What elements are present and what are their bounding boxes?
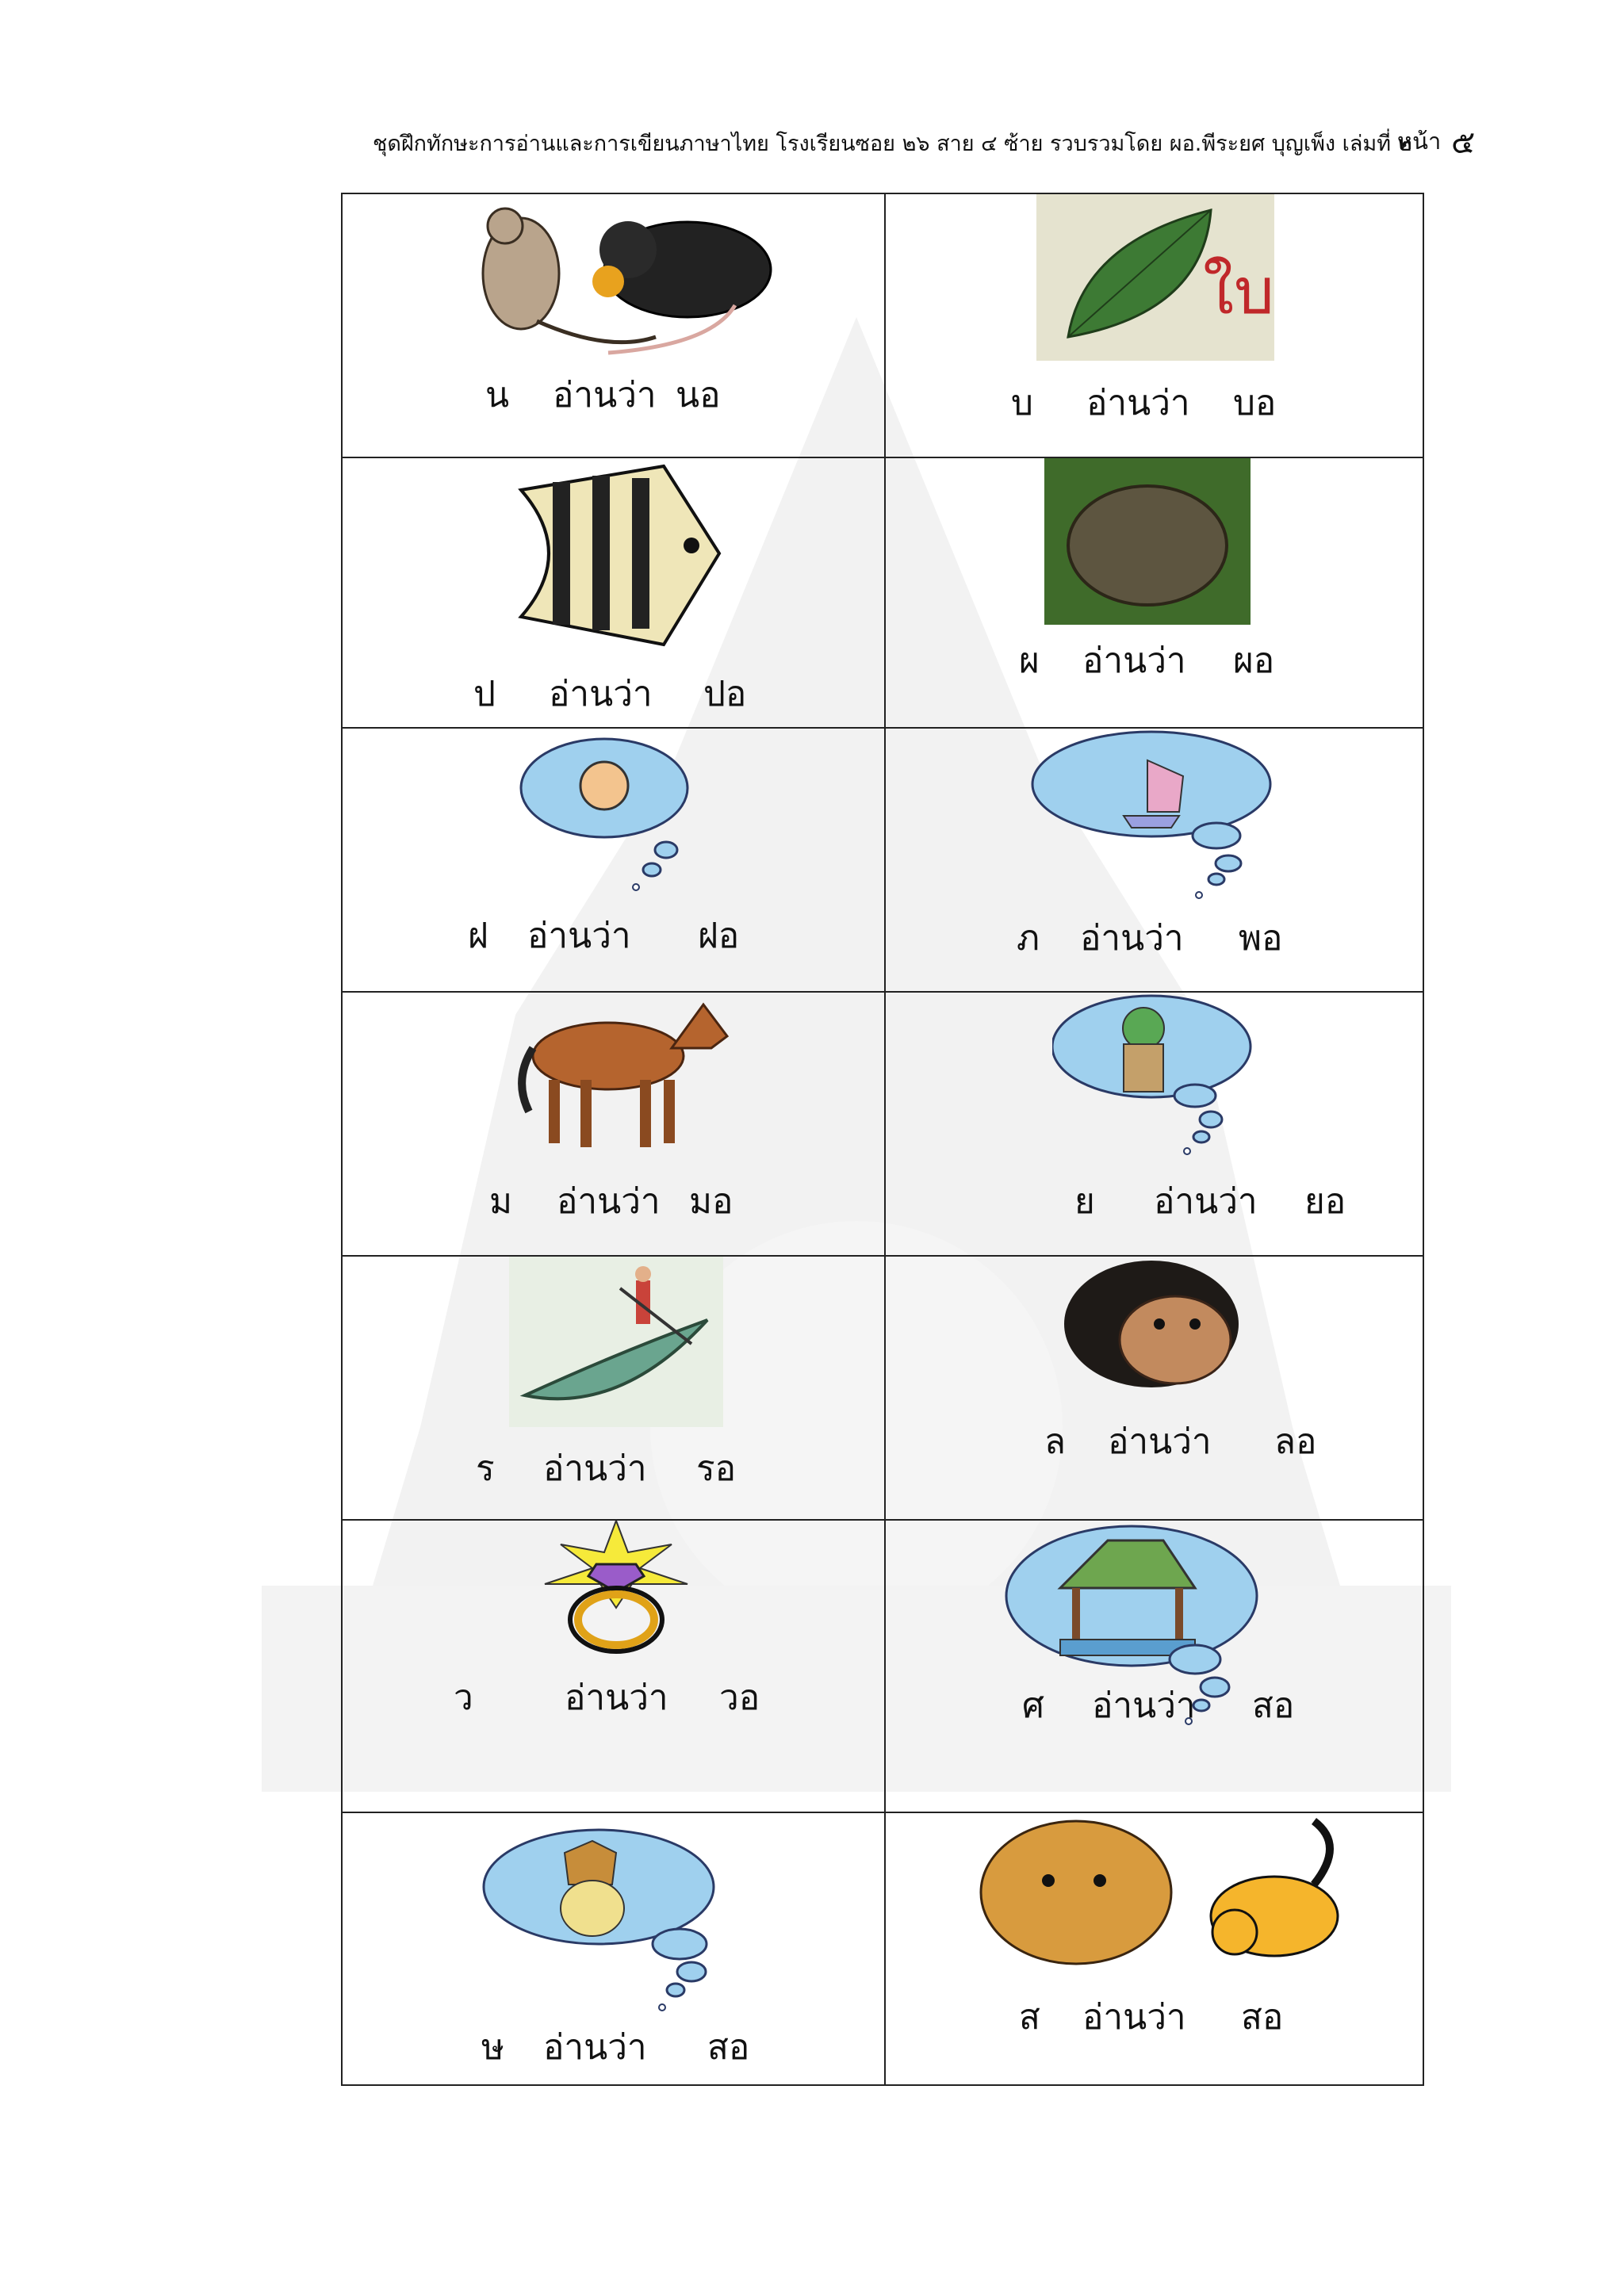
page-label: หน้า bbox=[1397, 128, 1442, 155]
letter-cell bbox=[343, 1521, 884, 1812]
letter-glyph: ษ bbox=[481, 2027, 505, 2068]
fish-icon bbox=[505, 458, 727, 652]
letter-sound: สอ bbox=[707, 2027, 750, 2068]
header-title: ชุดฝึกทักษะการอ่านและการเขียนภาษาไทย โรงเรียนซอย ๒๖ สาย ๔ ซ้าย รวบรวมโดย ผอ.พีระยศ บุญเพ็ง เล่มที่ ๒ bbox=[373, 132, 1412, 156]
reads-as-label: อ่านว่า bbox=[1080, 918, 1184, 959]
letter-cell bbox=[886, 194, 1426, 457]
letter-glyph: ฝ bbox=[468, 916, 488, 956]
horse-icon bbox=[513, 993, 759, 1151]
monkey-icon bbox=[1056, 1257, 1247, 1407]
letter-glyph: ภ bbox=[1017, 918, 1040, 959]
hermit-thought-icon bbox=[481, 1825, 735, 2019]
letter-glyph: ย bbox=[1074, 1181, 1095, 1222]
leaf-icon bbox=[1036, 194, 1274, 361]
letter-sound: รอ bbox=[696, 1448, 737, 1489]
letter-sound: ยอ bbox=[1304, 1181, 1346, 1222]
page-header bbox=[0, 123, 1624, 170]
reads-as-label: อ่านว่า bbox=[549, 674, 653, 714]
letter-glyph: ส bbox=[1019, 1997, 1040, 2038]
letter-glyph: บ bbox=[1011, 383, 1033, 423]
letter-glyph: ว bbox=[454, 1678, 473, 1718]
leaf-word: ใบ bbox=[1203, 254, 1274, 328]
letter-glyph: น bbox=[485, 375, 510, 415]
beehive-icon bbox=[1044, 458, 1251, 625]
letter-sound: ปอ bbox=[703, 674, 747, 714]
letter-sound: วอ bbox=[719, 1678, 760, 1718]
reads-as-label: อ่านว่า bbox=[1086, 383, 1190, 423]
tigers-icon bbox=[973, 1813, 1346, 1972]
reads-as-label: อ่านว่า bbox=[1108, 1422, 1212, 1462]
letter-glyph: ร bbox=[476, 1448, 495, 1489]
letter-sound: สอ bbox=[1252, 1686, 1295, 1726]
letter-cell bbox=[343, 993, 884, 1255]
reads-as-label: อ่านว่า bbox=[553, 375, 657, 415]
reads-as-label: อ่านว่า bbox=[527, 916, 631, 956]
letter-sound: สอ bbox=[1241, 1997, 1284, 2038]
letter-glyph: ม bbox=[489, 1181, 513, 1222]
reads-as-label: อ่านว่า bbox=[543, 2027, 647, 2068]
letter-glyph: ผ bbox=[1019, 641, 1040, 681]
letter-cell bbox=[343, 458, 884, 727]
letter-glyph: ศ bbox=[1022, 1686, 1044, 1726]
reads-as-label: อ่านว่า bbox=[1154, 1181, 1258, 1222]
letter-cell bbox=[886, 458, 1426, 727]
reads-as-label: อ่านว่า bbox=[1082, 1997, 1186, 2038]
rats-icon bbox=[450, 194, 791, 361]
sailboat-thought-icon bbox=[1028, 729, 1282, 911]
letter-sound: ฝอ bbox=[698, 916, 740, 956]
letter-cell bbox=[886, 993, 1426, 1255]
letter-sound: ลอ bbox=[1274, 1422, 1317, 1462]
letter-table bbox=[341, 193, 1424, 2086]
letter-sound: นอ bbox=[676, 375, 721, 415]
reads-as-label: อ่านว่า bbox=[557, 1181, 661, 1222]
reads-as-label: อ่านว่า bbox=[1092, 1686, 1196, 1726]
letter-cell bbox=[343, 729, 884, 991]
reads-as-label: อ่านว่า bbox=[1082, 641, 1186, 681]
letter-cell bbox=[886, 1813, 1426, 2086]
letter-glyph: ป bbox=[473, 674, 496, 714]
letter-cell bbox=[886, 729, 1426, 991]
letter-cell bbox=[343, 194, 884, 457]
letter-cell bbox=[343, 1257, 884, 1519]
page-number: ๕ bbox=[1451, 124, 1476, 161]
giant-thought-icon bbox=[1052, 993, 1258, 1167]
letter-cell bbox=[343, 1813, 884, 2086]
letter-sound: มอ bbox=[689, 1181, 733, 1222]
letter-cell bbox=[886, 1257, 1426, 1519]
letter-sound: ผอ bbox=[1233, 641, 1275, 681]
letter-cell bbox=[886, 1521, 1426, 1812]
child-thought-icon bbox=[517, 737, 707, 903]
rowboat-icon bbox=[509, 1257, 723, 1427]
letter-glyph: ล bbox=[1044, 1422, 1066, 1462]
reads-as-label: อ่านว่า bbox=[565, 1678, 668, 1718]
ring-icon bbox=[529, 1521, 703, 1655]
reads-as-label: อ่านว่า bbox=[543, 1448, 647, 1489]
letter-sound: พอ bbox=[1239, 918, 1283, 959]
letter-sound: บอ bbox=[1233, 383, 1277, 423]
